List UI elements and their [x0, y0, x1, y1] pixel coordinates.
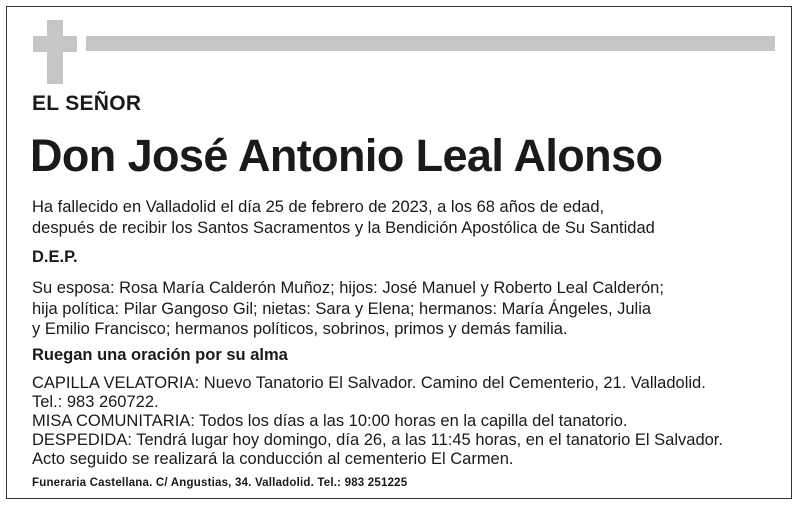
rip-text: D.E.P.: [32, 248, 78, 266]
service-details: [32, 374, 723, 469]
header-rule: [86, 36, 775, 51]
family-line: Su esposa: Rosa María Calderón Muñoz; hijos: José Manuel y Roberto Leal Calderón;: [32, 279, 664, 297]
details-line: DESPEDIDA: Tendrá lugar hoy domingo, día 26, a las 11:45 horas, en el tanatorio El Salvador.: [32, 431, 723, 449]
announcement-line: Ha fallecido en Valladolid el día 25 de febrero de 2023, a los 68 años de edad,: [32, 198, 605, 216]
funeral-home-footer: Funeraria Castellana. C/ Angustias, 34. Valladolid. Tel.: 983 251225: [32, 477, 408, 489]
details-line: Acto seguido se realizará la conducción al cementerio El Carmen.: [32, 450, 514, 468]
announcement-text: [32, 197, 655, 239]
details-line: MISA COMUNITARIA: Todos los días a las 10:00 horas en la capilla del tanatorio.: [32, 412, 628, 430]
honorific: EL SEÑOR: [32, 92, 142, 115]
details-line: Tel.: 983 260722.: [32, 393, 159, 411]
family-line: hija política: Pilar Gangoso Gil; nietas: Sara y Elena; hermanos: María Ángeles, Julia: [32, 299, 652, 318]
announcement-line: después de recibir los Santos Sacramentos y la Bendición Apostólica de Su Santidad: [32, 219, 655, 237]
family-text: [32, 278, 664, 340]
deceased-name: Don José Antonio Leal Alonso: [30, 130, 663, 181]
cross-icon: [33, 20, 77, 84]
details-line: CAPILLA VELATORIA: Nuevo Tanatorio El Salvador. Camino del Cementerio, 21. Valladolid.: [32, 374, 706, 392]
family-line: y Emilio Francisco; hermanos políticos, sobrinos, primos y demás familia.: [32, 320, 568, 338]
prayer-request: Ruegan una oración por su alma: [32, 346, 288, 364]
